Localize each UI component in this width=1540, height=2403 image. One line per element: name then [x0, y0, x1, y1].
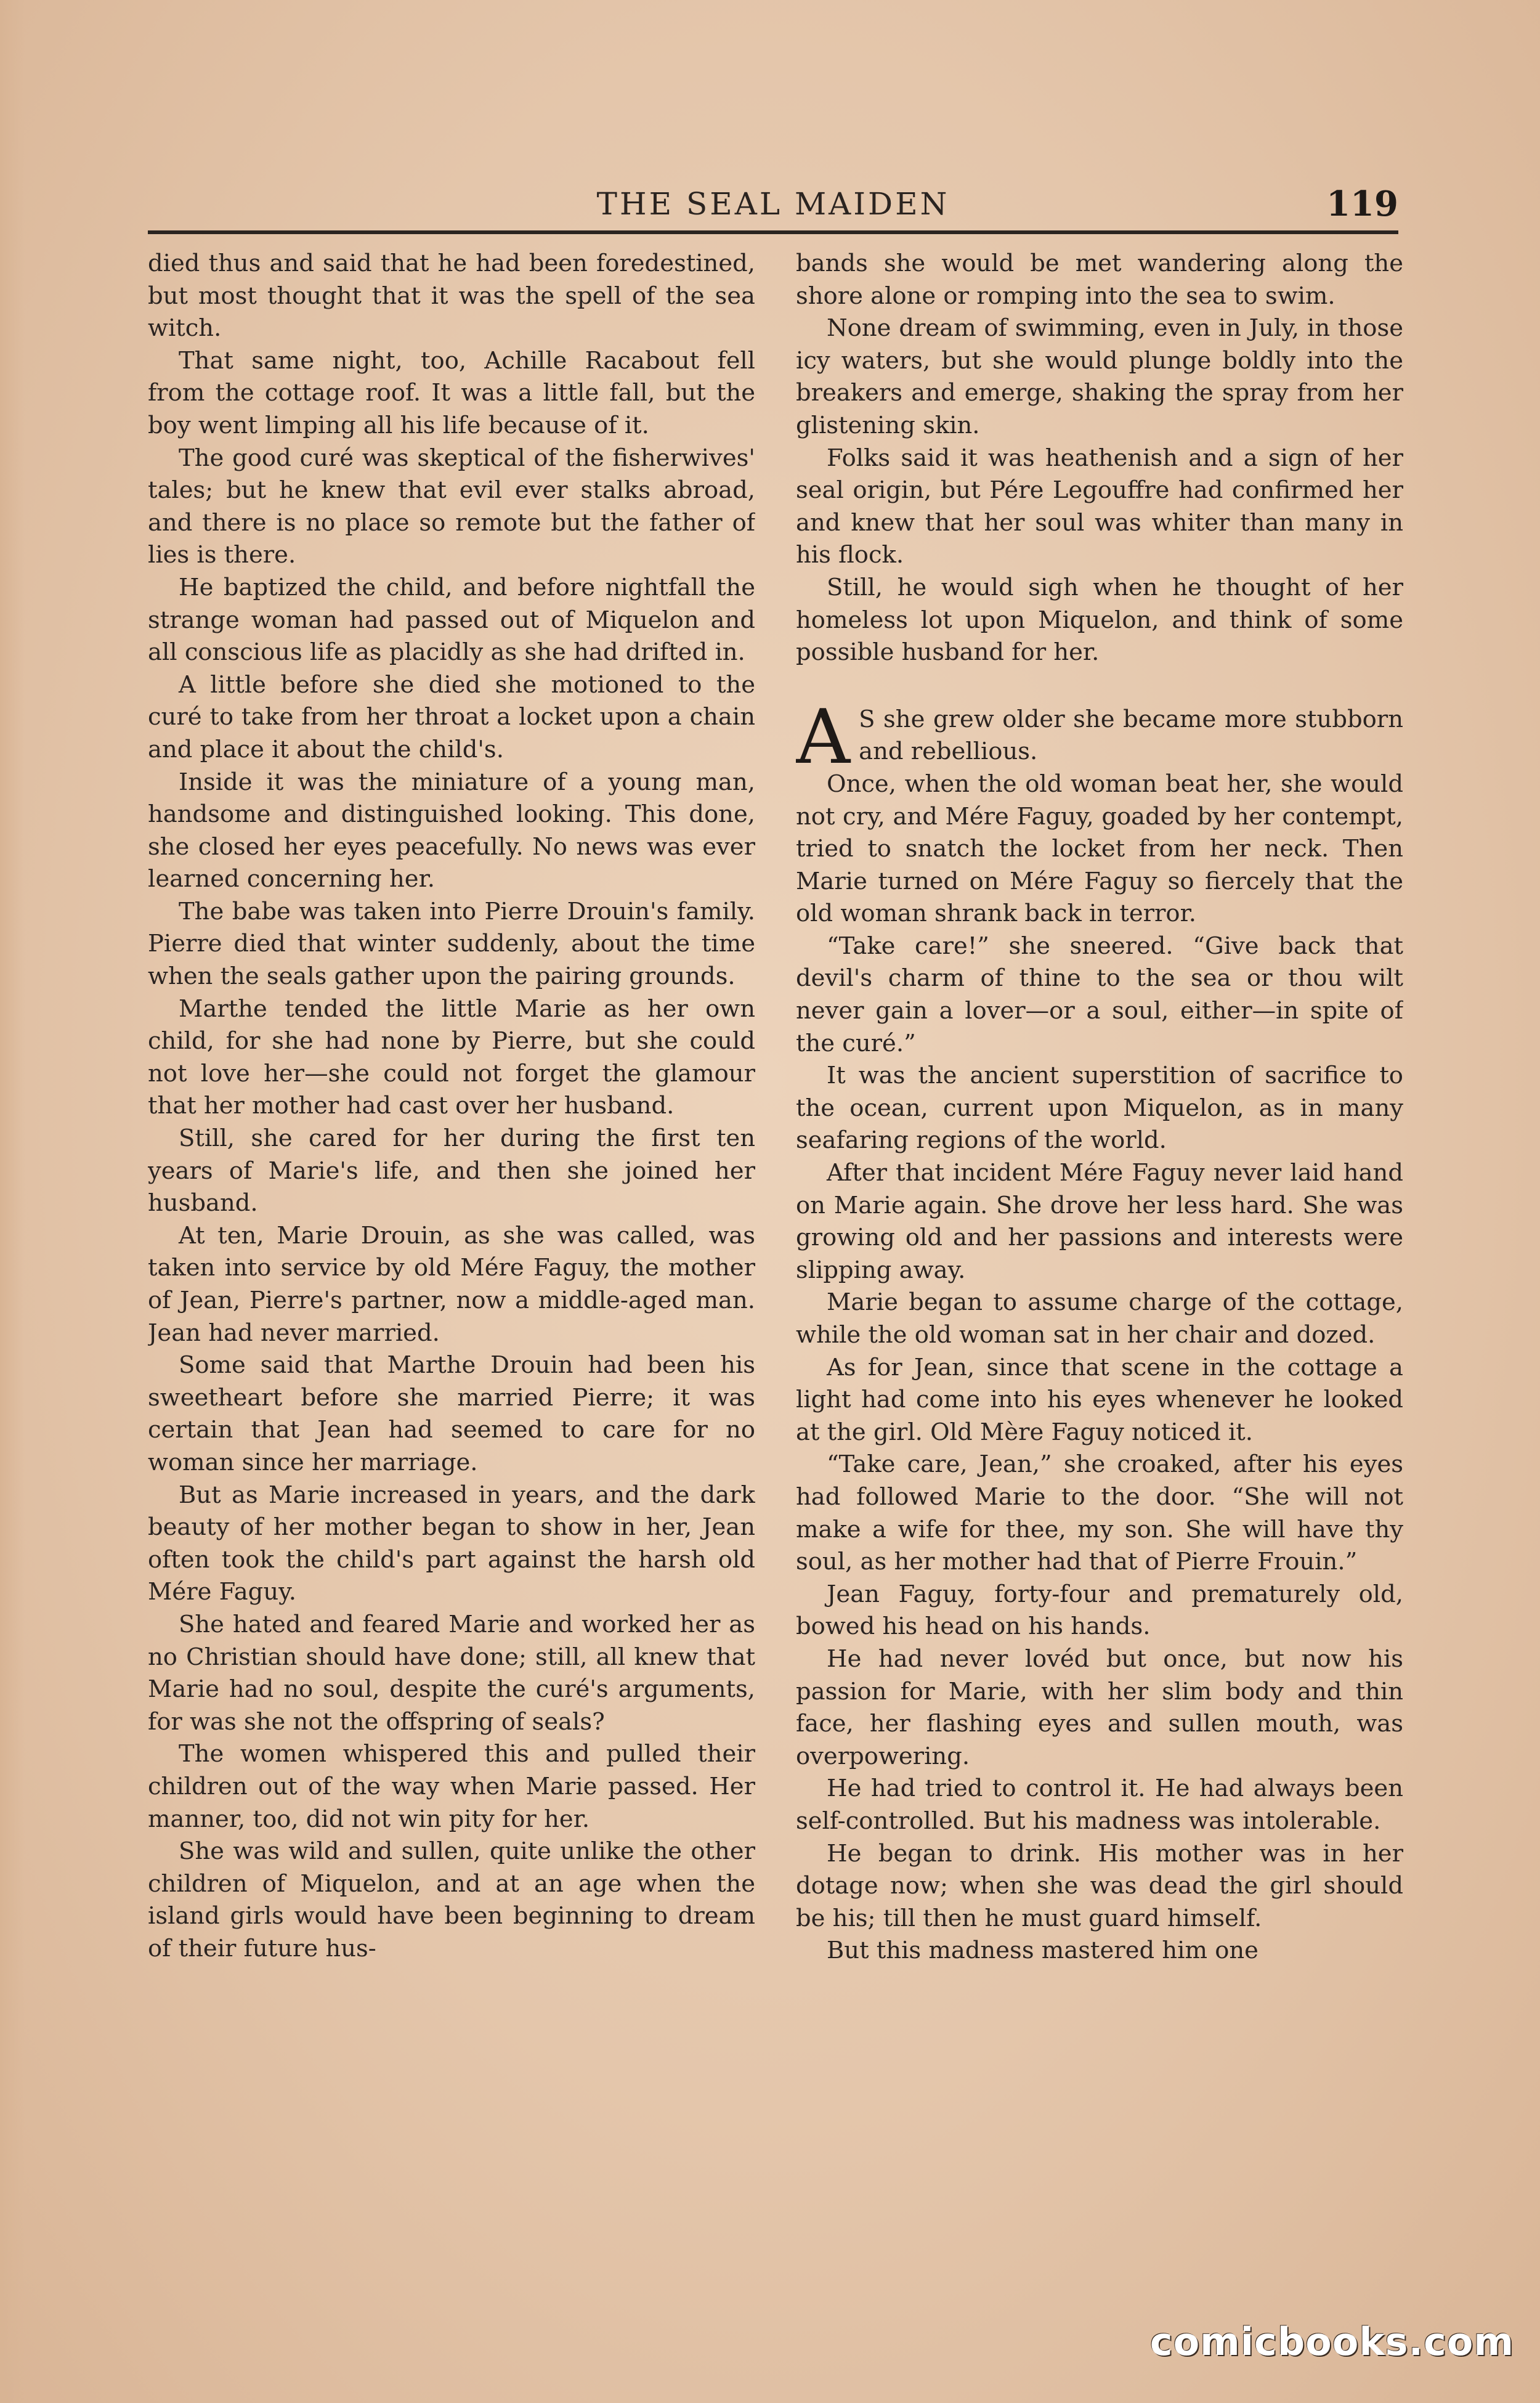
paragraph: He had never lovéd but once, but now his passion for Marie, with her slim body and thin face, her flashing eyes and sullen mouth, was overpowering. — [796, 1645, 1403, 1770]
drop-cap: A — [796, 693, 851, 781]
paragraph: Still, she cared for her during the first ten years of Marie's life, and then she joined her husband. — [148, 1124, 755, 1218]
page-number: 119 — [1326, 184, 1398, 224]
paragraph: As for Jean, since that scene in the cottage a light had come into his eyes whenever he looked at the girl. Old Mère Faguy noticed it. — [796, 1353, 1403, 1446]
paragraph: The women whispered this and pulled their children out of the way when Marie passed. Her manner, too, did not win pity for her. — [148, 1740, 755, 1833]
paragraph: Folks said it was heathenish and a sign of her seal origin, but Pére Legouffre had confirmed her and knew that her soul was whiter than many in his flock. — [796, 444, 1403, 569]
running-header — [148, 182, 1398, 232]
paragraph: Marthe tended the little Marie as her own child, for she had none by Pierre, but she could not love her—she could not forget the glamour that her mother had cast over her husband. — [148, 994, 755, 1120]
paragraph: Inside it was the miniature of a young man, handsome and distinguished looking. This done, she closed her eyes peacefully. No news was ever learned concerning her. — [148, 768, 755, 893]
paragraph: The good curé was skeptical of the fisherwives' tales; but he knew that evil ever stalks abroad, and there is no place so remote but the father of lies is there. — [148, 444, 755, 569]
paragraph: But this madness mastered him one — [827, 1937, 1258, 1965]
left-column — [148, 248, 755, 2238]
section-opening-paragraph — [796, 693, 1403, 781]
header-rule — [148, 230, 1398, 234]
paragraph: Once, when the old woman beat her, she would not cry, and Mére Faguy, goaded by her contempt, tried to snatch the locket from her neck. Then Marie turned on Mére Faguy so fiercely that the old woman shrank back in terror. — [796, 770, 1403, 928]
paragraph: He began to drink. His mother was in her dotage now; when she was dead the girl should be his; till then he must guard himself. — [796, 1839, 1403, 1932]
paragraph: Marie began to assume charge of the cottage, while the old woman sat in her chair and dozed. — [796, 1288, 1403, 1349]
paragraph: He baptized the child, and before nightfall the strange woman had passed out of Miquelon and all conscious life as placidly as she had drifted in. — [148, 573, 755, 667]
paragraph: The babe was taken into Pierre Drouin's family. Pierre died that winter suddenly, about the time when the seals gather upon the pairing grounds. — [148, 897, 755, 991]
paragraph: Some said that Marthe Drouin had been his sweetheart before she married Pierre; it was certain that Jean had seemed to care for no woman since her marriage. — [148, 1351, 755, 1476]
paragraph: None dream of swimming, even in July, in those icy waters, but she would plunge boldly into the breakers and emerge, shaking the spray from her glistening skin. — [796, 314, 1403, 439]
page-edge-shadow — [0, 0, 25, 2403]
story-title: THE SEAL MAIDEN — [596, 186, 950, 222]
watermark: comicbooks.com — [1149, 2319, 1514, 2364]
paragraph: It was the ancient superstition of sacrifice to the ocean, current upon Miquelon, as in many seafaring regions of the world. — [796, 1062, 1403, 1155]
drop-cap-text: S she grew older she became more stubborn and rebellious. — [859, 705, 1403, 766]
paragraph: He had tried to control it. He had always been self-controlled. But his madness was intolerable. — [796, 1775, 1403, 1835]
paragraph: After that incident Mére Faguy never laid hand on Marie again. She drove her less hard. She was growing old and her passions and interests were slipping away. — [796, 1159, 1403, 1284]
paragraph: At ten, Marie Drouin, as she was called, was taken into service by old Mére Faguy, the mother of Jean, Pierre's partner, now a middle-aged man. Jean had never married. — [148, 1221, 755, 1347]
paragraph: Still, he would sigh when he thought of her homeless lot upon Miquelon, and think of some possible husband for her. — [796, 573, 1403, 667]
paragraph: died thus and said that he had been foredestined, but most thought that it was the spell of the sea witch. — [148, 250, 755, 343]
paragraph: Jean Faguy, forty-four and prematurely old, bowed his head on his hands. — [796, 1580, 1403, 1641]
paragraph: She was wild and sullen, quite unlike the other children of Miquelon, and at an age when the island girls would have been beginning to dream of their future hus- — [148, 1837, 755, 1962]
paragraph: She hated and feared Marie and worked her as no Christian should have done; still, all knew that Marie had no soul, despite the curé's arguments, for was she not the offspring of seals? — [148, 1610, 755, 1736]
paragraph: “Take care!” she sneered. “Give back that devil's charm of thine to the sea or thou wilt never gain a lover—or a soul, either—in spite of the curé.” — [796, 932, 1403, 1057]
right-column — [796, 248, 1403, 2238]
paragraph: A little before she died she motioned to the curé to take from her throat a locket upon a chain and place it about the child's. — [148, 670, 755, 763]
paragraph: “Take care, Jean,” she croaked, after his eyes had followed Marie to the door. “She will not make a wife for thee, my son. She will have thy soul, as her mother had that of Pierre Frouin.” — [796, 1450, 1403, 1576]
paragraph: bands she would be met wandering along the shore alone or romping into the sea to swim. — [796, 250, 1403, 310]
paragraph: But as Marie increased in years, and the dark beauty of her mother began to show in her, Jean often took the child's part against the harsh old Mére Faguy. — [148, 1481, 755, 1606]
paragraph: That same night, too, Achille Racabout fell from the cottage roof. It was a little fall, but the boy went limping all his life because of it. — [148, 346, 755, 439]
